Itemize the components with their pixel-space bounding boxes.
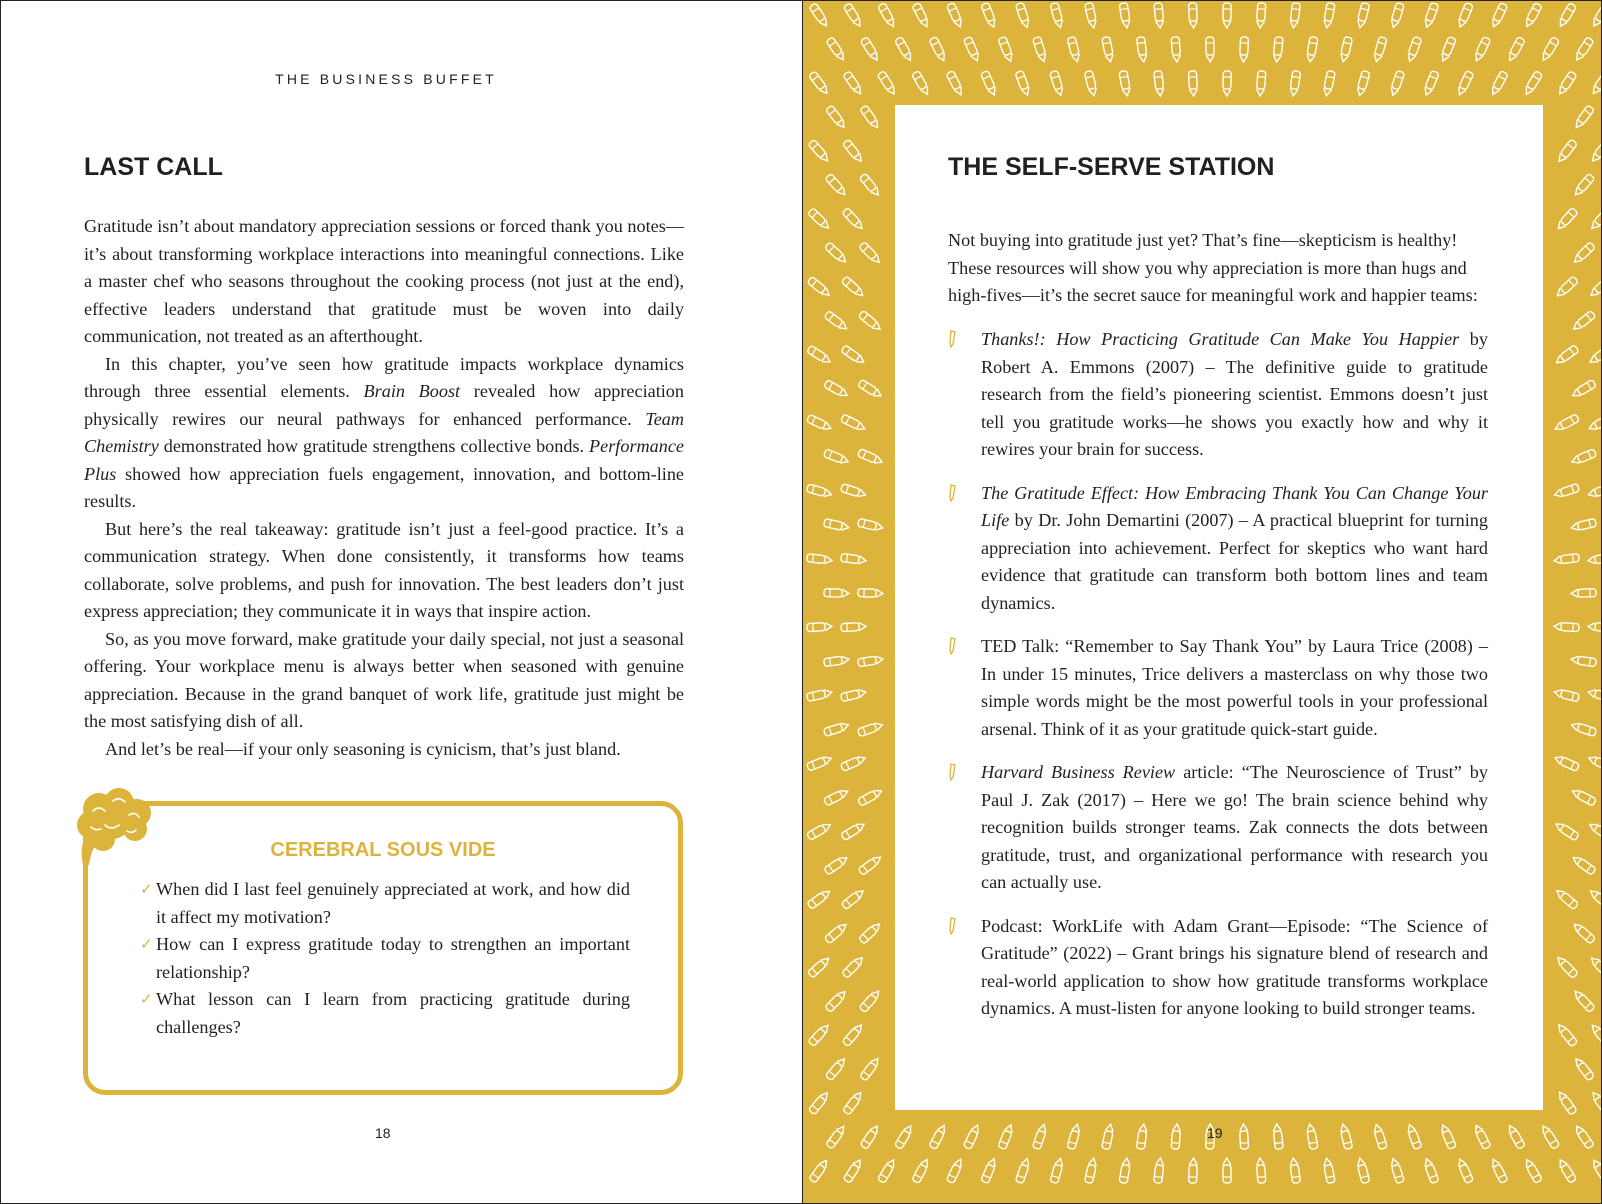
pattern-pen: [1571, 655, 1597, 667]
pattern-pen: [1050, 70, 1065, 96]
pattern-pen: [1540, 37, 1560, 63]
pattern-pen: [1572, 921, 1596, 944]
pattern-pen: [1571, 589, 1596, 598]
resource-text: Podcast: WorkLife with Adam Grant—Episode: “The Science of Gratitude” (2022) – Grant brings his signature blend of research and real-world application to show how gratitude transforms workplace dynamics. A must-listen for anyone looking to build stronger teams.: [981, 915, 1488, 1018]
pattern-pen: [1570, 449, 1596, 466]
pattern-pen: [1188, 71, 1197, 96]
pattern-pen: [841, 276, 865, 298]
pattern-pen: [1356, 1157, 1370, 1183]
pattern-pen: [842, 139, 864, 163]
pen-icon: [948, 917, 958, 935]
text-run: demonstrated how gratitude strengthens collective bonds.: [158, 436, 590, 456]
pattern-pen: [1570, 721, 1596, 737]
pattern-pen: [1590, 71, 1602, 96]
pattern-pen: [1506, 1124, 1525, 1150]
pattern-pen: [1373, 36, 1388, 62]
pattern-pen: [859, 242, 882, 265]
pattern-pen: [1555, 276, 1579, 299]
pattern-pen: [1523, 3, 1542, 29]
pattern-pen: [806, 755, 832, 772]
pattern-pen: [1587, 688, 1602, 701]
pattern-pen: [825, 989, 848, 1013]
italic-term: Team Chemistry: [84, 408, 684, 456]
pattern-pen: [858, 787, 884, 806]
resource-text: article: “The Neuroscience of Trust” by Paul J. Zak (2017) – Here we go! The brain science behind why recognition builds stronger teams. Zak connects the dots between gratitude, trust, and organizational performance with research you can actually use.: [981, 762, 1488, 892]
pattern-pen: [1339, 1123, 1353, 1149]
pattern-pen: [1322, 70, 1335, 96]
pattern-pen: [824, 854, 849, 875]
pattern-pen: [859, 989, 882, 1013]
pattern-pen: [824, 380, 850, 399]
pattern-pen: [1273, 1124, 1284, 1150]
pen-icon: [948, 330, 958, 348]
pattern-pen: [877, 71, 897, 96]
pattern-pen: [1067, 36, 1081, 62]
pattern-pen: [1571, 787, 1597, 806]
pattern-pen: [858, 921, 882, 944]
pattern-pen: [1556, 1022, 1578, 1046]
pattern-pen: [1554, 888, 1578, 910]
pattern-pen: [808, 139, 831, 163]
question-text: How can I express gratitude today to strengthen an important relationship?: [156, 934, 630, 982]
pattern-pen: [1557, 3, 1577, 29]
pattern-pen: [1154, 71, 1165, 97]
pattern-pen: [1473, 36, 1491, 62]
pattern-pen: [1588, 888, 1602, 910]
resource-item: [948, 326, 1488, 464]
pattern-pen: [840, 688, 866, 702]
pattern-pen: [857, 721, 883, 737]
question-list: [140, 876, 630, 1041]
pattern-pen: [1239, 1124, 1248, 1149]
pattern-pen: [1506, 37, 1525, 63]
pattern-pen: [1206, 37, 1214, 62]
pattern-pen: [1239, 37, 1248, 62]
pattern-pen: [842, 955, 865, 978]
body-text: [84, 213, 684, 763]
reflection-box: [83, 801, 683, 1095]
pattern-pen: [1573, 105, 1594, 130]
pattern-pen: [840, 414, 866, 432]
pattern-pen: [1490, 1158, 1508, 1184]
check-icon: ✓: [140, 880, 153, 898]
pattern-pen: [1456, 70, 1474, 96]
italic-term: Brain Boost: [363, 381, 461, 401]
pattern-pen: [807, 622, 832, 631]
pattern-pen: [823, 721, 849, 736]
text-run: In this chapter, you’ve seen how gratitude impacts workplace dynamics through three essential elements.: [84, 353, 684, 401]
pattern-pen: [1587, 484, 1602, 499]
pattern-pen: [1223, 3, 1231, 28]
pattern-pen: [1439, 1123, 1456, 1149]
pattern-pen: [860, 37, 880, 62]
section-title-self-serve: THE SELF-SERVE STATION: [948, 153, 1275, 181]
pattern-pen: [1456, 1157, 1473, 1183]
pattern-pen: [895, 37, 914, 63]
pattern-pen: [808, 1023, 831, 1047]
section-title-last-call: LAST CALL: [84, 153, 223, 181]
pattern-pen: [841, 553, 867, 564]
page-number: 19: [1207, 1125, 1223, 1141]
resource-item: [948, 633, 1488, 743]
pattern-pen: [807, 955, 831, 978]
pattern-pen: [1590, 139, 1602, 163]
pattern-pen: [1289, 3, 1300, 29]
pattern-pen: [858, 854, 883, 875]
pattern-pen: [1256, 3, 1266, 29]
pattern-pen: [1590, 1158, 1602, 1183]
pen-icon: [948, 637, 958, 655]
pattern-pen: [858, 379, 883, 399]
pattern-pen: [1389, 70, 1405, 96]
pattern-pen: [1323, 2, 1335, 28]
pattern-pen: [946, 70, 964, 96]
pattern-pen: [1423, 2, 1439, 28]
pattern-pen: [825, 105, 847, 130]
pattern-pen: [1591, 3, 1602, 28]
pattern-pen: [1306, 37, 1318, 63]
pattern-pen: [843, 3, 863, 28]
pattern-pen: [1489, 71, 1508, 97]
pattern-pen: [1589, 1023, 1602, 1047]
resource-title: Thanks!: How Practicing Gratitude Can Make You Happier: [981, 329, 1460, 349]
pattern-pen: [1589, 208, 1602, 231]
pattern-pen: [1306, 1124, 1318, 1150]
pattern-pen: [840, 754, 866, 771]
pattern-pen: [1223, 1158, 1231, 1183]
right-page: [803, 0, 1602, 1204]
pattern-pen: [808, 1090, 830, 1114]
pattern-pen: [1289, 1158, 1300, 1184]
pattern-pen: [1154, 3, 1164, 29]
pattern-pen: [981, 70, 998, 96]
check-icon: ✓: [140, 990, 153, 1008]
pattern-pen: [823, 788, 849, 806]
pattern-pen: [1188, 3, 1197, 28]
pattern-pen: [858, 655, 884, 667]
pattern-pen: [1554, 821, 1579, 841]
pattern-pen: [1406, 36, 1422, 62]
pattern-pen: [843, 71, 864, 96]
pattern-pen: [1171, 37, 1181, 63]
pattern-pen: [1554, 553, 1580, 564]
resource-text: by Dr. John Demartini (2007) – A practical blueprint for turning appreciation into achievement. Perfect for skeptics who want hard evidence that gratitude can transform both bottom lines and team dynamics.: [981, 510, 1488, 613]
pattern-pen: [1553, 688, 1579, 702]
pattern-pen: [929, 1124, 948, 1150]
pattern-pen: [841, 821, 866, 841]
pattern-pen: [878, 3, 897, 29]
pattern-pen: [1085, 2, 1098, 28]
pattern-pen: [1590, 1090, 1602, 1115]
pattern-pen: [840, 484, 866, 499]
pattern-pen: [824, 589, 849, 598]
pattern-pen: [946, 2, 963, 28]
pattern-pen: [1573, 1124, 1594, 1149]
pattern-pen: [1456, 2, 1473, 28]
resource-text: TED Talk: “Remember to Say Thank You” by Laura Trice (2008) – In under 15 minutes, Trice delivers a masterclass on why those two simple words might be the most powerful tools in your professional arsenal. Think of it as your gratitude quick-start guide.: [981, 636, 1488, 739]
pattern-pen: [1119, 70, 1131, 96]
resource-title: The Gratitude Effect: How Embracing Thank You Can Change Your Life: [981, 482, 1488, 530]
pattern-pen: [1571, 854, 1596, 875]
pattern-pen: [1540, 1124, 1560, 1149]
pattern-pen: [1572, 989, 1595, 1013]
pattern-pen: [1389, 1157, 1404, 1183]
pattern-pen: [807, 821, 833, 840]
pattern-pen: [1015, 1157, 1031, 1183]
pattern-pen: [1556, 71, 1576, 96]
pattern-pen: [1084, 1157, 1097, 1183]
pattern-pen: [1423, 1157, 1439, 1183]
pattern-pen: [1084, 70, 1098, 96]
pattern-pen: [842, 208, 865, 232]
pattern-pen: [1554, 345, 1579, 366]
pattern-pen: [1356, 2, 1370, 28]
pattern-pen: [1136, 1124, 1148, 1150]
pattern-pen: [1554, 414, 1580, 433]
resource-item: [948, 759, 1488, 897]
pattern-pen: [806, 484, 832, 499]
pattern-pen: [1223, 71, 1231, 96]
pattern-pen: [859, 173, 881, 197]
pattern-pen: [912, 2, 930, 28]
pattern-pen: [807, 345, 832, 365]
pattern-pen: [1032, 1123, 1048, 1149]
pattern-pen: [1587, 754, 1602, 771]
pattern-pen: [1588, 821, 1602, 841]
pattern-pen: [1389, 2, 1404, 28]
pattern-pen: [1067, 1123, 1081, 1149]
resource-text: by Robert A. Emmons (2007) – The definitive guide to gratitude research from the field’s pioneering scientist. Emmons doesn’t just tell you gratitude works—he shows you exactly how and why it rewires your brain for success.: [981, 329, 1488, 459]
pattern-pen: [946, 1158, 964, 1184]
pattern-pen: [1588, 622, 1602, 631]
pattern-pen: [1015, 2, 1030, 28]
pattern-pen: [981, 2, 997, 28]
pattern-pen: [1439, 36, 1456, 62]
pattern-pen: [1556, 139, 1578, 164]
pattern-pen: [1372, 1123, 1387, 1149]
pattern-pen: [1154, 1158, 1165, 1184]
pattern-pen: [1422, 70, 1439, 96]
pattern-pen: [806, 688, 832, 701]
pattern-pen: [1574, 37, 1594, 62]
pattern-pen: [1339, 36, 1352, 62]
pattern-pen: [806, 414, 832, 432]
pattern-pen: [1256, 71, 1266, 97]
pattern-pen: [825, 1056, 847, 1080]
pattern-pen: [843, 1158, 863, 1183]
pattern-pen: [1102, 36, 1115, 62]
pattern-pen: [1406, 1123, 1422, 1149]
paragraph: And let’s be real—if your only seasoning is cynicism, that’s just bland.: [105, 738, 621, 759]
question-item: [140, 876, 630, 931]
pattern-pen: [912, 71, 931, 97]
pattern-pen: [841, 622, 866, 631]
pattern-pen: [843, 1090, 864, 1115]
pattern-pen: [963, 36, 980, 62]
pattern-pen: [877, 1158, 897, 1184]
pattern-pen: [824, 922, 848, 944]
pattern-pen: [826, 1124, 847, 1149]
pattern-pen: [857, 449, 883, 466]
pattern-pen: [912, 1158, 931, 1184]
pattern-pen: [1033, 36, 1048, 62]
text-run: revealed how appreciation physically rewires our neural pathways for enhanced performance.: [84, 381, 684, 429]
question-text: When did I last feel genuinely appreciated at work, and how did it affect my motivation?: [156, 879, 630, 927]
pen-icon: [948, 763, 958, 781]
pattern-pen: [1356, 70, 1370, 96]
pattern-pen: [842, 1023, 864, 1047]
pattern-pen: [1571, 379, 1597, 399]
pattern-pen: [998, 36, 1014, 62]
pattern-pen: [841, 345, 866, 366]
italic-term: Performance Plus: [84, 436, 684, 484]
pattern-pen: [1557, 1158, 1577, 1183]
pattern-pen: [1589, 955, 1602, 978]
pattern-pen: [1289, 71, 1301, 97]
pattern-pen: [1119, 1158, 1131, 1184]
pattern-pen: [1136, 37, 1147, 63]
pattern-pen: [1171, 1124, 1181, 1150]
pattern-pen: [1588, 414, 1602, 432]
resource-title: Harvard Business Review: [981, 762, 1176, 782]
resource-list: [948, 326, 1488, 1039]
pattern-pen: [1050, 1157, 1065, 1183]
pattern-pen: [823, 519, 849, 532]
pattern-pen: [1555, 955, 1578, 979]
pattern-pen: [1473, 1124, 1491, 1150]
question-text: What lesson can I learn from practicing gratitude during challenges?: [156, 989, 630, 1037]
running-head: THE BUSINESS BUFFET: [275, 71, 497, 87]
pattern-pen: [963, 1124, 981, 1150]
pattern-pen: [858, 310, 882, 332]
pattern-pen: [1323, 1157, 1336, 1183]
check-icon: ✓: [140, 935, 153, 953]
pattern-pen: [807, 554, 833, 565]
pattern-pen: [807, 276, 832, 298]
pattern-pen: [998, 1123, 1015, 1149]
pattern-pen: [825, 173, 848, 197]
pattern-pen: [981, 1157, 998, 1183]
pattern-pen: [1553, 754, 1579, 772]
resource-item: [948, 913, 1488, 1023]
pattern-pen: [1554, 622, 1579, 631]
paragraph: But here’s the real takeaway: gratitude isn’t just a feel-good practice. It’s a communication strategy. When done consistently, it transforms how teams collaborate, solve problems, and push for innovation. The best leaders don’t just express appreciation; they communicate it in ways that inspire action.: [84, 518, 684, 621]
pattern-pen: [1102, 1123, 1115, 1149]
pattern-pen: [841, 888, 866, 910]
pattern-pen: [1015, 70, 1031, 96]
question-item: [140, 931, 630, 986]
intro-text: Not buying into gratitude just yet? That’s fine—skepticism is healthy! These resources will show you why appreciation is more than hugs and high-fives—it’s the secret sauce for meaningful work and happier teams:: [948, 230, 1478, 305]
pattern-pen: [809, 1158, 830, 1183]
text-run: showed how appreciation fuels engagement, innovation, and bottom-line results.: [84, 463, 684, 511]
pattern-pen: [858, 589, 883, 598]
paragraph: Gratitude isn’t about mandatory appreciation sessions or forced thank you notes—it’s about transforming workplace interactions into meaningful connections. Like a master chef who seasons throughout the cooking process (not just at the end), effective leaders understand that gratitude must be woven into daily communication, not treated as an afterthought.: [84, 216, 684, 346]
pattern-pen: [860, 1056, 881, 1081]
paragraph: [84, 351, 684, 516]
pattern-pen: [1572, 242, 1596, 265]
pattern-pen: [1256, 1158, 1266, 1184]
pattern-pen: [860, 105, 881, 130]
pattern-pen: [808, 208, 832, 231]
pattern-pen: [1588, 345, 1602, 365]
pattern-pen: [1119, 3, 1131, 29]
pattern-pen: [1523, 1158, 1542, 1184]
pattern-pen: [1490, 2, 1508, 28]
pattern-pen: [857, 518, 883, 531]
pattern-pen: [1572, 173, 1594, 197]
pattern-pen: [1573, 1056, 1595, 1081]
pattern-pen: [809, 71, 831, 96]
pattern-pen: [1571, 310, 1596, 332]
pattern-pen: [1050, 2, 1064, 28]
pattern-pen: [824, 311, 849, 332]
question-item: [140, 986, 630, 1041]
pattern-pen: [1553, 483, 1579, 498]
box-title: CEREBRAL SOUS VIDE: [270, 839, 496, 861]
page-number: 18: [375, 1125, 391, 1141]
pattern-pen: [1273, 37, 1284, 63]
paragraph: So, as you move forward, make gratitude your daily special, not just a seasonal offering. Your workplace menu is always better when seasoned with genuine appreciation. Because in the grand banquet of work life, gratitude just might be the most satisfying dish of all.: [84, 628, 684, 731]
pattern-pen: [1570, 518, 1596, 531]
pattern-pen: [1588, 554, 1602, 565]
pattern-pen: [1188, 1158, 1197, 1183]
pattern-pen: [823, 449, 849, 466]
pattern-pen: [809, 3, 830, 28]
resource-item: [948, 480, 1488, 618]
pattern-pen: [860, 1124, 880, 1149]
pattern-pen: [894, 1124, 914, 1150]
pattern-pen: [1588, 276, 1602, 298]
pattern-pen: [1556, 1090, 1577, 1115]
pattern-pen: [1523, 71, 1543, 97]
pattern-pen: [824, 242, 848, 265]
pattern-pen: [824, 655, 850, 666]
pattern-pen: [807, 888, 832, 909]
pattern-pen: [929, 36, 947, 62]
pattern-pen: [826, 37, 847, 62]
pen-icon: [948, 484, 958, 502]
brain-icon: [69, 785, 161, 871]
pattern-pen: [1555, 207, 1578, 231]
